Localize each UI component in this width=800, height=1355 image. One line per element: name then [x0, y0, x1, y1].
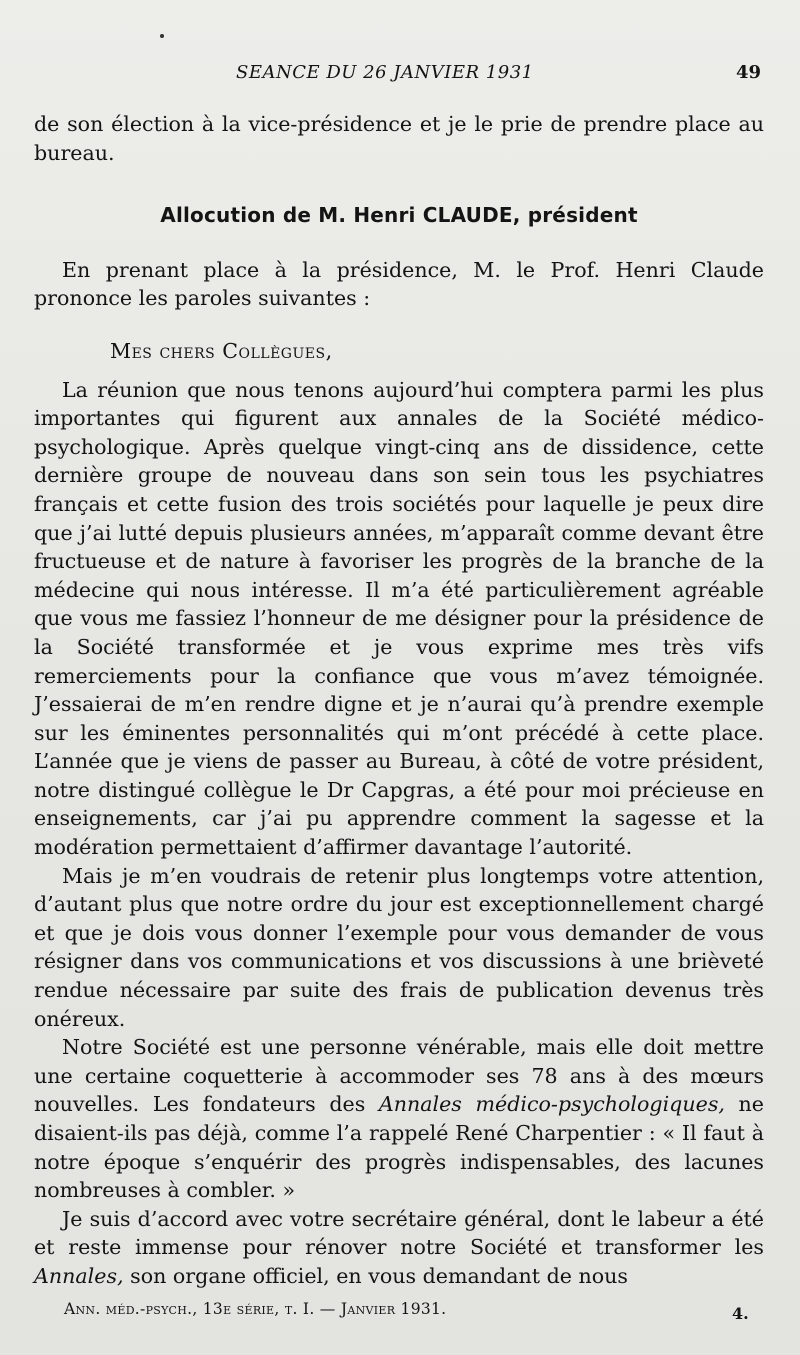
paragraph-societe	[34, 1033, 764, 1205]
document-body	[34, 110, 764, 1291]
page-footer	[64, 1300, 764, 1324]
intro-paragraph: de son élection à la vice-présidence et je le prie de prendre place au bureau.	[34, 112, 764, 165]
paragraph-presidency: En prenant place à la présidence, M. le Prof. Henri Claude prononce les paroles suivantes :	[34, 257, 764, 311]
annales-title: Annales,	[34, 1263, 124, 1288]
paragraph-societe-text-a: Notre Société est une personne vénérable, mais elle doit mettre une certaine coquetterie à accommoder ses 78 ans à des mœurs nouvelles. Les fondateurs des	[34, 1035, 764, 1117]
signature-mark: 4.	[732, 1304, 749, 1323]
paragraph-reunion: La réunion que nous tenons aujourd’hui comptera parmi les plus importantes qui figurent aux annales de la Société médico-psychologique. Après quelque vingt-cinq ans de dissidence, cette dernière groupe de nouveau dans son sein tous les psychiatres français et cette fusion des trois sociétés pour laquelle je peux dire que j’ai lutté depuis plusieurs années, m’apparaît comme devant être fructueuse et de nature à favoriser les progrès de la branche de la médecine qui nous intéresse. Il m’a été particulièrement agréable que vous me fassiez l’honneur de me désigner pour la présidence de la Société transformée et je vous exprime mes très vifs remerciements pour la confiance que vous m’avez témoignée. J’essaierai de m’en rendre digne et je n’aurai qu’à prendre exemple sur les éminentes personnalités qui m’ont précédé à cette place. L’année que je viens de passer au Bureau, à côté de votre président, notre distingué collègue le Dr Capgras, a été pour moi précieuse en enseignements, car j’ai pu apprendre comment la sagesse et la modération permettaient d’affirmer davantage l’autorité.	[34, 377, 764, 860]
section-heading: Allocution de M. Henri CLAUDE, président	[160, 203, 638, 228]
page-header	[0, 62, 800, 90]
page-number: 49	[736, 62, 762, 83]
journal-title: Annales médico-psychologiques,	[378, 1092, 725, 1117]
paragraph-societe-text-b: ne disaient-ils pas déjà, comme l’a rappelé René Charpentier : « Il faut à notre époque s’enquérir des progrès indispensables, des lacunes nombreuses à combler. »	[34, 1092, 764, 1203]
salutation: Mes chers Collègues,	[110, 338, 333, 363]
paragraph-secretaire	[34, 1205, 764, 1291]
paragraph-agenda: Mais je m’en voudrais de retenir plus longtemps votre attention, d’autant plus que notre ordre du jour est exceptionnellement chargé et que je dois vous donner l’exemple pour vous demander de vous résigner dans vos communications et vos discussions à une brièveté rendue nécessaire par suite des frais de publication devenus très onéreux.	[34, 863, 764, 1031]
running-head: SEANCE DU 26 JANVIER 1931	[236, 62, 534, 83]
footer-citation: Ann. méd.-psych., 13e série, t. I. — Janvier 1931.	[64, 1300, 447, 1318]
print-speck	[160, 34, 164, 38]
paragraph-secretaire-text-a: Je suis d’accord avec votre secrétaire général, dont le labeur a été et reste immense pour rénover notre Société et transformer les	[34, 1206, 764, 1260]
paragraph-secretaire-text-b: son organe officiel, en vous demandant de nous	[123, 1263, 629, 1288]
